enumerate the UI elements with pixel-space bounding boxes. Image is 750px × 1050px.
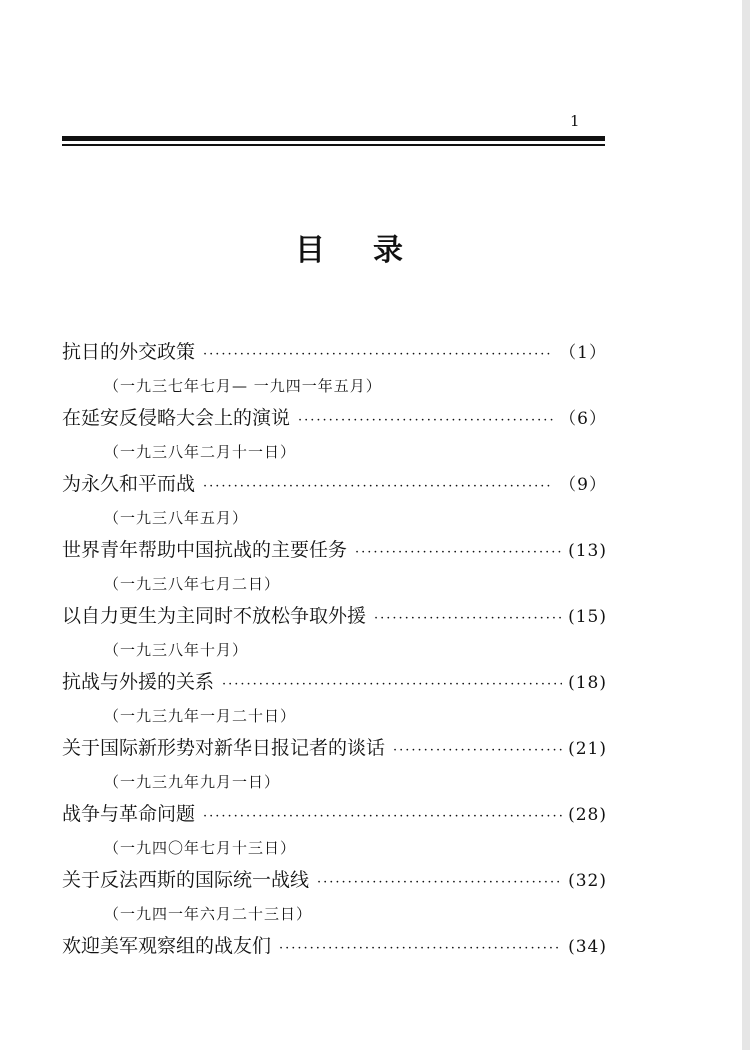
toc-entry bbox=[62, 469, 607, 535]
dot-leader bbox=[203, 479, 553, 494]
dot-leader bbox=[374, 611, 562, 626]
toc-entry bbox=[62, 799, 607, 865]
header-rule-thin bbox=[62, 144, 605, 146]
toc-entry-date: （一九四一年六月二十三日） bbox=[104, 905, 313, 923]
toc-entry-title: 关于反法西斯的国际统一战线 bbox=[62, 869, 310, 891]
toc-entry-page: (21) bbox=[568, 739, 607, 759]
toc-entry-title: 世界青年帮助中国抗战的主要任务 bbox=[62, 539, 348, 561]
toc-entry bbox=[62, 733, 607, 799]
toc-entry bbox=[62, 865, 607, 931]
toc-entry-date: （一九三八年七月二日） bbox=[104, 575, 281, 593]
toc-entry-date: （一九四〇年七月十三日） bbox=[104, 839, 297, 857]
toc-entry bbox=[62, 403, 607, 469]
toc-entry-title: 抗战与外援的关系 bbox=[62, 671, 215, 693]
dot-leader bbox=[298, 413, 553, 428]
toc-entry-page: (28) bbox=[568, 805, 607, 825]
toc-entry-date: （一九三七年七月— 一九四一年五月） bbox=[104, 377, 382, 395]
toc-entry bbox=[62, 601, 607, 667]
toc-entry-date: （一九三八年二月十一日） bbox=[104, 443, 297, 461]
toc-entry-date: （一九三八年十月） bbox=[104, 641, 249, 659]
toc-entry-page: (34) bbox=[568, 937, 607, 957]
toc-entry-title: 为永久和平而战 bbox=[62, 473, 196, 495]
dot-leader bbox=[222, 677, 562, 692]
toc-entry-page: （1） bbox=[559, 343, 607, 363]
toc-entry-title: 关于国际新形势对新华日报记者的谈话 bbox=[62, 737, 386, 759]
toc-entry-title: 以自力更生为主同时不放松争取外援 bbox=[62, 605, 367, 627]
toc-entry-page: (13) bbox=[568, 541, 607, 561]
toc-entry-title: 在延安反侵略大会上的演说 bbox=[62, 407, 291, 429]
toc-entry-date: （一九三九年九月一日） bbox=[104, 773, 281, 791]
toc-entry bbox=[62, 667, 607, 733]
toc-entry-page: (18) bbox=[568, 673, 607, 693]
dot-leader bbox=[393, 743, 562, 758]
toc-entry-title: 欢迎美军观察组的战友们 bbox=[62, 935, 272, 957]
dot-leader bbox=[203, 347, 553, 362]
toc-entry-title: 战争与革命问题 bbox=[62, 803, 196, 825]
page-number: 1 bbox=[570, 112, 580, 130]
toc-entry bbox=[62, 337, 607, 403]
page-title: 目录 bbox=[295, 233, 451, 268]
header-rule-thick bbox=[62, 136, 605, 141]
toc-entry-page: （6） bbox=[559, 409, 607, 429]
page-edge bbox=[742, 0, 750, 1050]
toc-entry-date: （一九三九年一月二十日） bbox=[104, 707, 297, 725]
toc-entry-title: 抗日的外交政策 bbox=[62, 341, 196, 363]
toc-entry-page: (15) bbox=[568, 607, 607, 627]
table-of-contents bbox=[62, 337, 607, 997]
dot-leader bbox=[317, 875, 562, 890]
dot-leader bbox=[355, 545, 562, 560]
toc-entry-page: (32) bbox=[568, 871, 607, 891]
toc-entry-page: （9） bbox=[559, 475, 607, 495]
toc-entry bbox=[62, 535, 607, 601]
dot-leader bbox=[279, 941, 562, 956]
toc-entry-date: （一九三八年五月） bbox=[104, 509, 249, 527]
dot-leader bbox=[203, 809, 562, 824]
toc-entry bbox=[62, 931, 607, 997]
